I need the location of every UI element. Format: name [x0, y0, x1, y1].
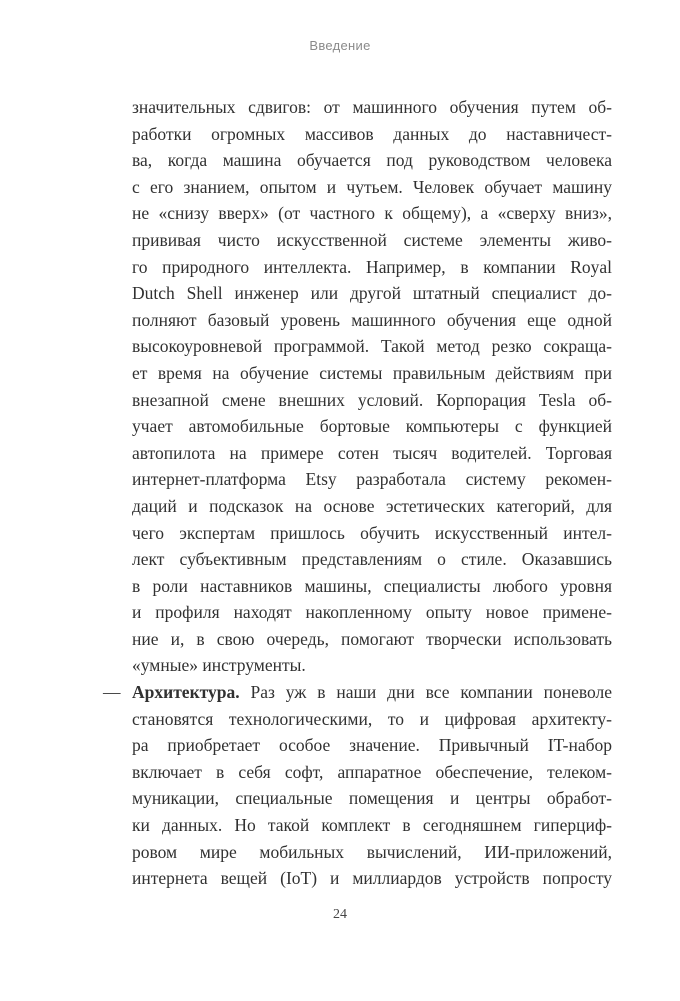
text-line: становятся технологическими, то и цифровая архитекту-: [132, 708, 612, 729]
list-item: [103, 679, 612, 892]
text-line: внезапной смене внешних условий. Корпорация Tesla об-: [132, 389, 612, 410]
text-line: не «снизу вверх» (от частного к общему), а «сверху вниз»,: [132, 203, 612, 224]
text-line: с его знанием, опытом и чутьем. Человек обучает машину: [132, 176, 612, 197]
text-line: даций и подсказок на основе эстетических категорий, для: [132, 495, 612, 516]
text-line: прививая чисто искусственной системе элементы живо-: [132, 229, 612, 250]
text-line: го природного интеллекта. Например, в компании Royal: [132, 256, 612, 277]
text-line: и профиля находят накопленному опыту новое примене-: [132, 602, 612, 623]
text-line: ет время на обучение системы правильным действиям при: [132, 362, 612, 383]
text-line: «умные» инструменты.: [132, 655, 306, 676]
text-line: высокоуровневой программой. Такой метод резко сокраща-: [132, 336, 612, 357]
running-header: Введение: [309, 38, 371, 53]
text-line: полняют базовый уровень машинного обучения еще одной: [132, 309, 612, 330]
text-line: муникации, специальные помещения и центры обработ-: [132, 788, 612, 809]
page-number: 24: [333, 907, 347, 922]
text-line: — Архитектура. Раз уж в наши дни все компании поневоле: [132, 679, 612, 706]
text-line: работки огромных массивов данных до наставничест-: [132, 123, 612, 144]
text-line: лект субъективным представлениям о стиле. Оказавшись: [132, 549, 612, 570]
text-line: значительных сдвигов: от машинного обучения путем об-: [132, 97, 612, 117]
text-block: [103, 94, 612, 892]
text-line: чего экспертам пришлось обучить искусственный интел-: [132, 522, 612, 543]
text-line: включает в себя софт, аппаратное обеспечение, телеком-: [132, 761, 612, 782]
text-line: ва, когда машина обучается под руководством человека: [132, 150, 612, 171]
text-line: ки данных. Но такой комплект в сегодняшнем гиперциф-: [132, 815, 612, 836]
text-line: интернета вещей (IoT) и миллиардов устройств попросту: [132, 868, 612, 889]
list-item-lead-bold: Архитектура.: [132, 682, 240, 703]
text-line: интернет-платформа Etsy разработала систему рекомен-: [132, 469, 612, 490]
text-line: ровом мире мобильных вычислений, ИИ-приложений,: [132, 841, 612, 862]
text-line: учает автомобильные бортовые компьютеры с функцией: [132, 416, 612, 437]
text-line: ние и, в свою очередь, помогают творчески использовать: [132, 628, 612, 649]
list-dash-marker: —: [103, 682, 121, 703]
list-continuation: [132, 94, 612, 679]
text-line: в роли наставников машины, специалисты любого уровня: [132, 575, 612, 596]
text-line: автопилота на примере сотен тысяч водителей. Торговая: [132, 442, 612, 463]
text-line: ра приобретает особое значение. Привычный IT-набор: [132, 735, 612, 756]
text-line: Dutch Shell инженер или другой штатный специалист до-: [132, 283, 612, 304]
